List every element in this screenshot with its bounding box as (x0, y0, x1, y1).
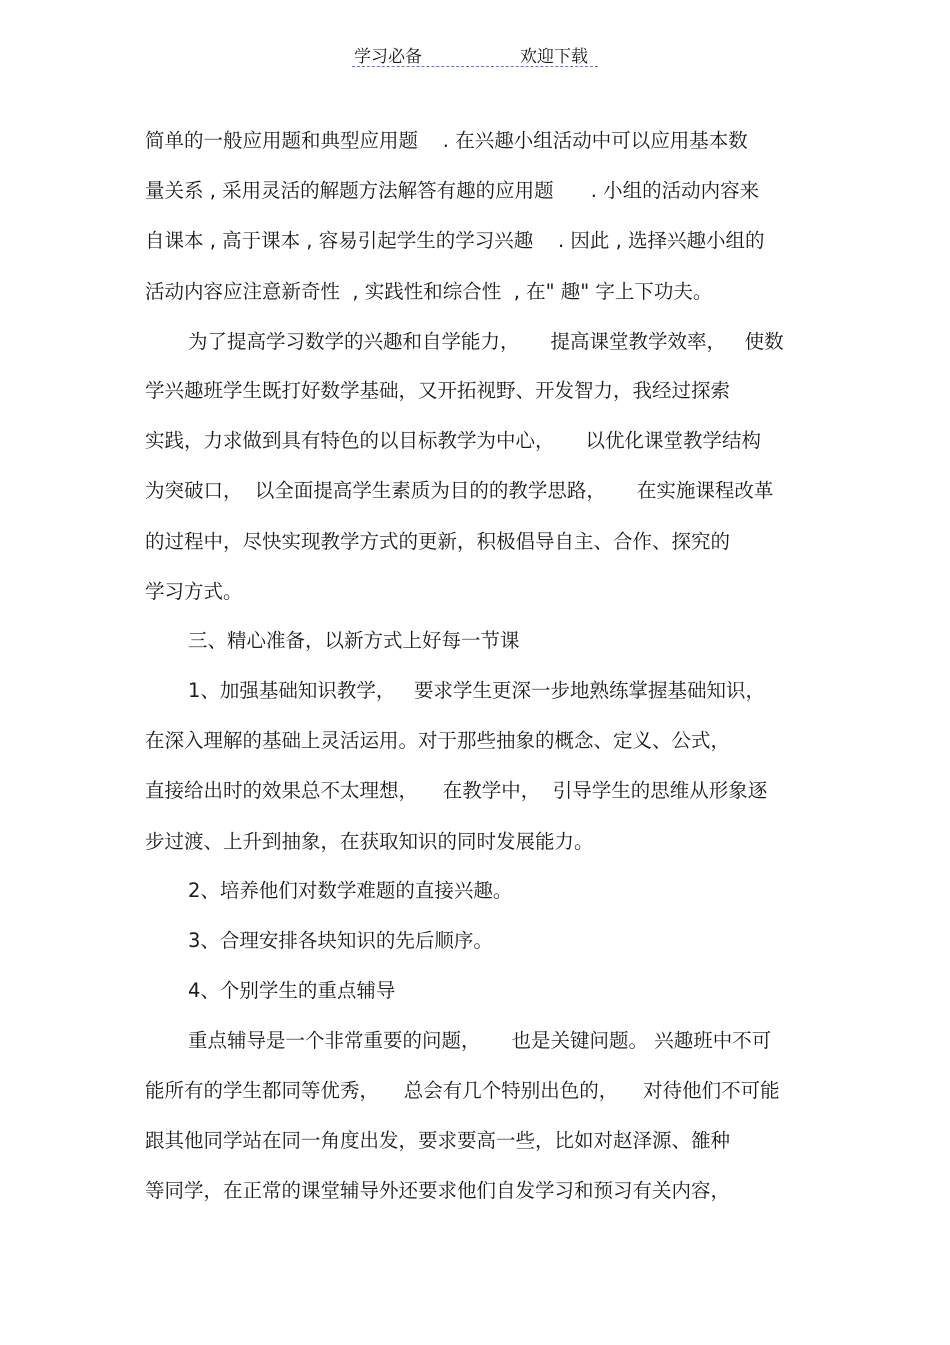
text-line-15: 步过渡、上升到抽象，在获取知识的同时发展能力。 (145, 830, 594, 853)
text-line-8: 为突破口， 以全面提高学生素质为目的的教学思路， 在实施课程改革 (145, 479, 774, 502)
text-line-13: 在深入理解的基础上灵活运用。对于那些抽象的概念、定义、公式， (145, 729, 731, 752)
text-line-9: 的过程中，尽快实现教学方式的更新，积极倡导自主、合作、探究的 (145, 530, 731, 553)
section-heading-3: 三、精心准备，以新方式上好每一节课 (188, 629, 520, 652)
text-line-19: 重点辅导是一个非常重要的问题， 也是关键问题。 兴趣班中不可 (188, 1029, 772, 1052)
text-line-2: 量关系 , 采用灵活的解题方法解答有趣的应用题 . 小组的活动内容来 (145, 179, 760, 202)
text-line-4: 活动内容应注意新奇性 , 实践性和综合性 , 在" 趣" 字上下功夫。 (145, 280, 713, 303)
text-line-20: 能所有的学生都同等优秀， 总会有几个特别出色的， 对待他们不可能 (145, 1079, 780, 1102)
text-line-10: 学习方式。 (145, 580, 243, 603)
text-line-14: 直接给出时的效果总不太理想， 在教学中， 引导学生的思维从形象逐 (145, 779, 768, 802)
page-header (352, 40, 598, 67)
list-item-3: 3、合理安排各块知识的先后顺序。 (188, 929, 493, 952)
text-line-22: 等同学，在正常的课堂辅导外还要求他们自发学习和预习有关内容， (145, 1179, 731, 1202)
list-item-4: 4、个别学生的重点辅导 (188, 979, 396, 1002)
text-line-12: 1、加强基础知识教学， 要求学生更深一步地熟练掌握基础知识， (188, 679, 766, 702)
text-line-6: 学兴趣班学生既打好数学基础，又开拓视野、开发智力，我经过探索 (145, 379, 731, 402)
header-right-text: 欢迎下载 (520, 47, 588, 67)
text-line-1: 简单的一般应用题和典型应用题 . 在兴趣小组活动中可以应用基本数 (145, 129, 748, 152)
text-line-21: 跟其他同学站在同一角度出发，要求要高一些，比如对赵泽源、雒种 (145, 1129, 731, 1152)
list-item-2: 2、培养他们对数学难题的直接兴趣。 (188, 879, 513, 902)
text-line-5: 为了提高学习数学的兴趣和自学能力， 提高课堂教学效率， 使数 (188, 330, 784, 353)
text-line-3: 自课本 , 高于课本 , 容易引起学生的学习兴趣 . 因此 , 选择兴趣小组的 (145, 229, 765, 252)
text-line-7: 实践，力求做到具有特色的以目标教学为中心， 以优化课堂教学结构 (145, 429, 761, 452)
header-left-text: 学习必备 (354, 47, 422, 67)
